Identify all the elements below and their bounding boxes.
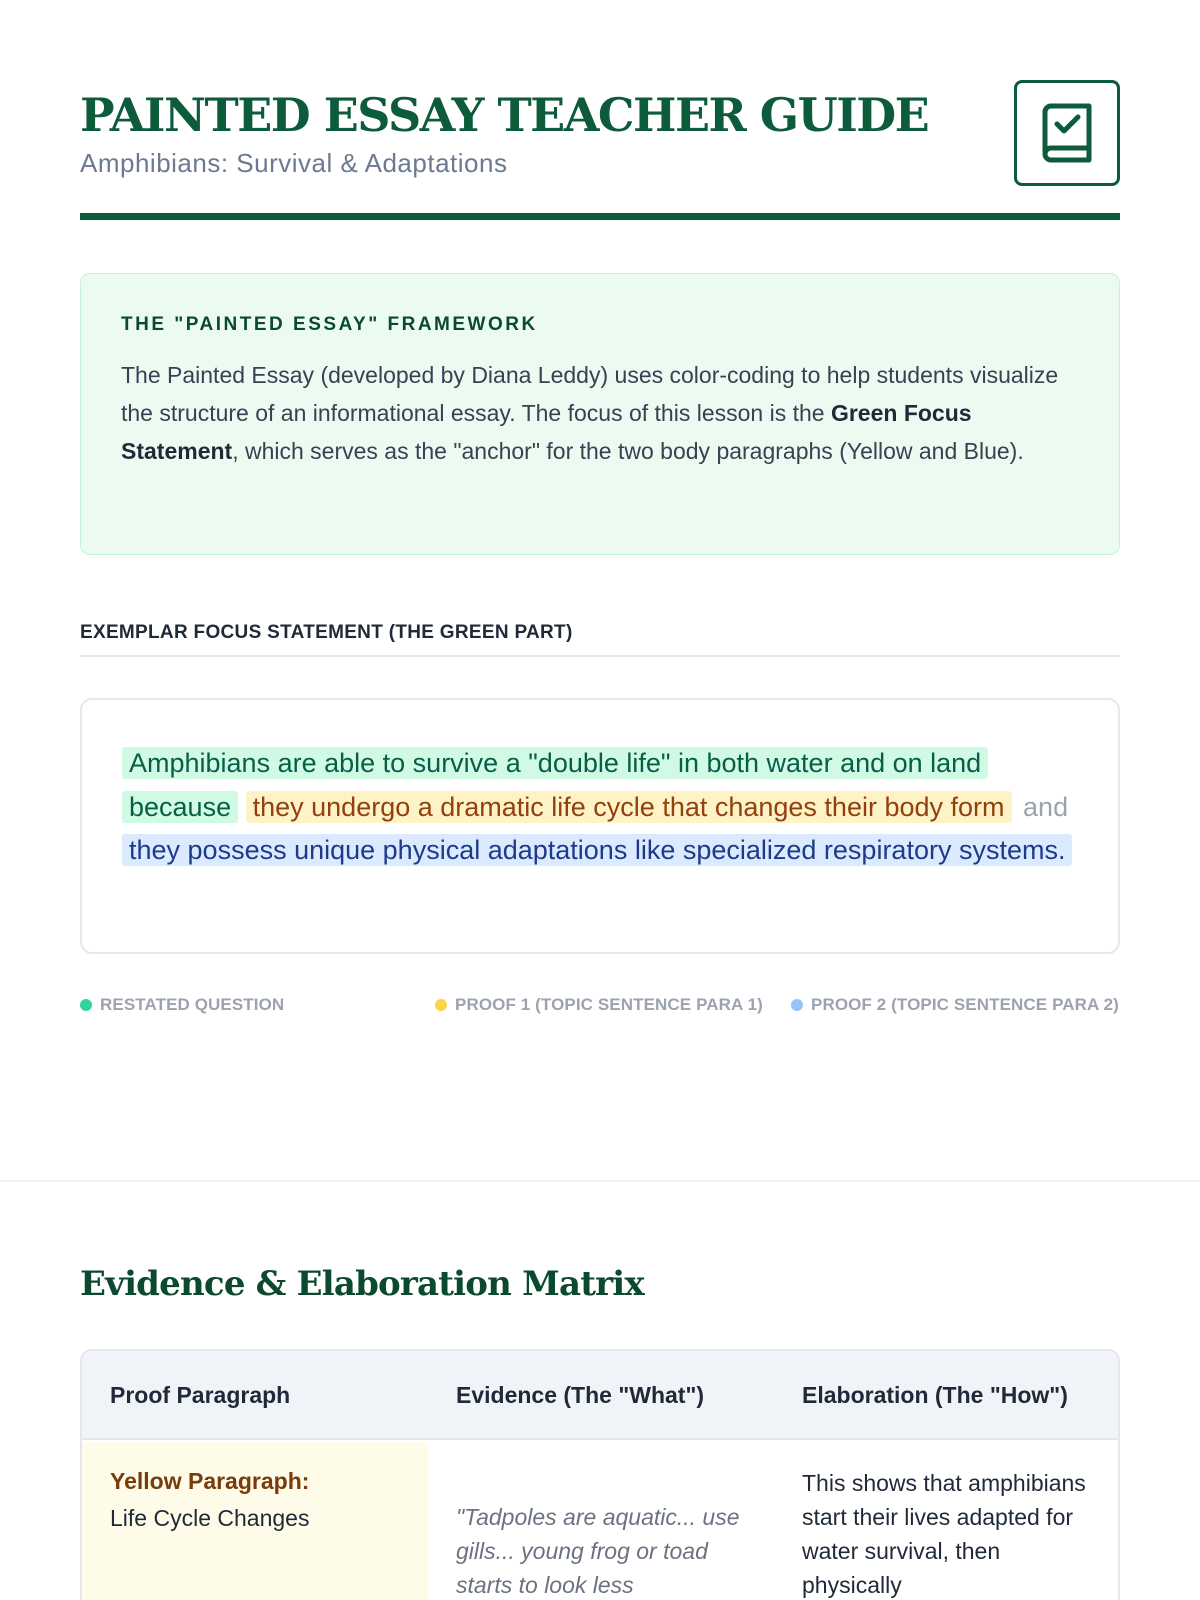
framework-body-text: The Painted Essay (developed by Diana Leddy) uses color-coding to help students visualize the structure of an informational essay. The focus of this lesson is the: [121, 362, 1059, 426]
column-header-proof: Proof Paragraph: [110, 1382, 291, 1408]
framework-body: [121, 356, 1079, 470]
framework-body-bold: Green Focus Statement: [121, 400, 972, 464]
proof-2-segment: they possess unique physical adaptations like specialized respiratory systems.: [122, 834, 1072, 866]
exemplar-divider: [80, 655, 1120, 657]
page-title: PAINTED ESSAY TEACHER GUIDE: [80, 88, 929, 142]
yellow-dot-icon: [435, 999, 447, 1011]
header-divider: [80, 213, 1120, 220]
table-header-row: [82, 1351, 1120, 1440]
section-divider: [0, 1180, 1200, 1182]
framework-body-text-end: , which serves as the "anchor" for the two body paragraphs (Yellow and Blue).: [232, 438, 1024, 464]
blue-dot-icon: [791, 999, 803, 1011]
legend-item-proof-1: [435, 995, 763, 1015]
legend-label: PROOF 2 (TOPIC SENTENCE PARA 2): [811, 995, 1119, 1014]
exemplar-statement-box: [80, 698, 1120, 954]
proof-paragraph-label: Yellow Paragraph:: [110, 1468, 310, 1494]
exemplar-heading: EXEMPLAR FOCUS STATEMENT (THE GREEN PART): [80, 622, 573, 643]
framework-callout: [80, 273, 1120, 555]
proof-paragraph-topic: Life Cycle Changes: [110, 1505, 310, 1531]
proof-1-segment: they undergo a dramatic life cycle that changes their body form: [246, 791, 1012, 823]
table-cell-proof: [82, 1442, 428, 1600]
evidence-matrix-table: [80, 1349, 1120, 1600]
book-check-icon: [1014, 80, 1120, 186]
restated-question-segment: Amphibians are able to survive a "double life" in both water and on land because: [122, 747, 988, 823]
table-cell-elaboration: This shows that amphibians start their lives adapted for water survival, then physically: [802, 1470, 1086, 1598]
legend-label: PROOF 1 (TOPIC SENTENCE PARA 1): [455, 995, 763, 1014]
focus-statement: [122, 742, 1078, 873]
column-header-evidence: Evidence (The "What"): [456, 1382, 705, 1408]
framework-heading: THE "PAINTED ESSAY" FRAMEWORK: [121, 314, 538, 335]
legend-item-restated-question: [80, 995, 284, 1015]
legend-label: RESTATED QUESTION: [100, 995, 285, 1014]
table-cell-evidence: "Tadpoles are aquatic... use gills... young frog or toad starts to look less: [456, 1504, 740, 1598]
column-header-elaboration: Elaboration (The "How"): [802, 1382, 1068, 1408]
green-dot-icon: [80, 999, 92, 1011]
connector-word: and: [1023, 791, 1069, 822]
page-subtitle: Amphibians: Survival & Adaptations: [80, 148, 508, 178]
matrix-title: Evidence & Elaboration Matrix: [80, 1264, 644, 1304]
legend-item-proof-2: [791, 995, 1119, 1015]
header: [80, 80, 1120, 220]
